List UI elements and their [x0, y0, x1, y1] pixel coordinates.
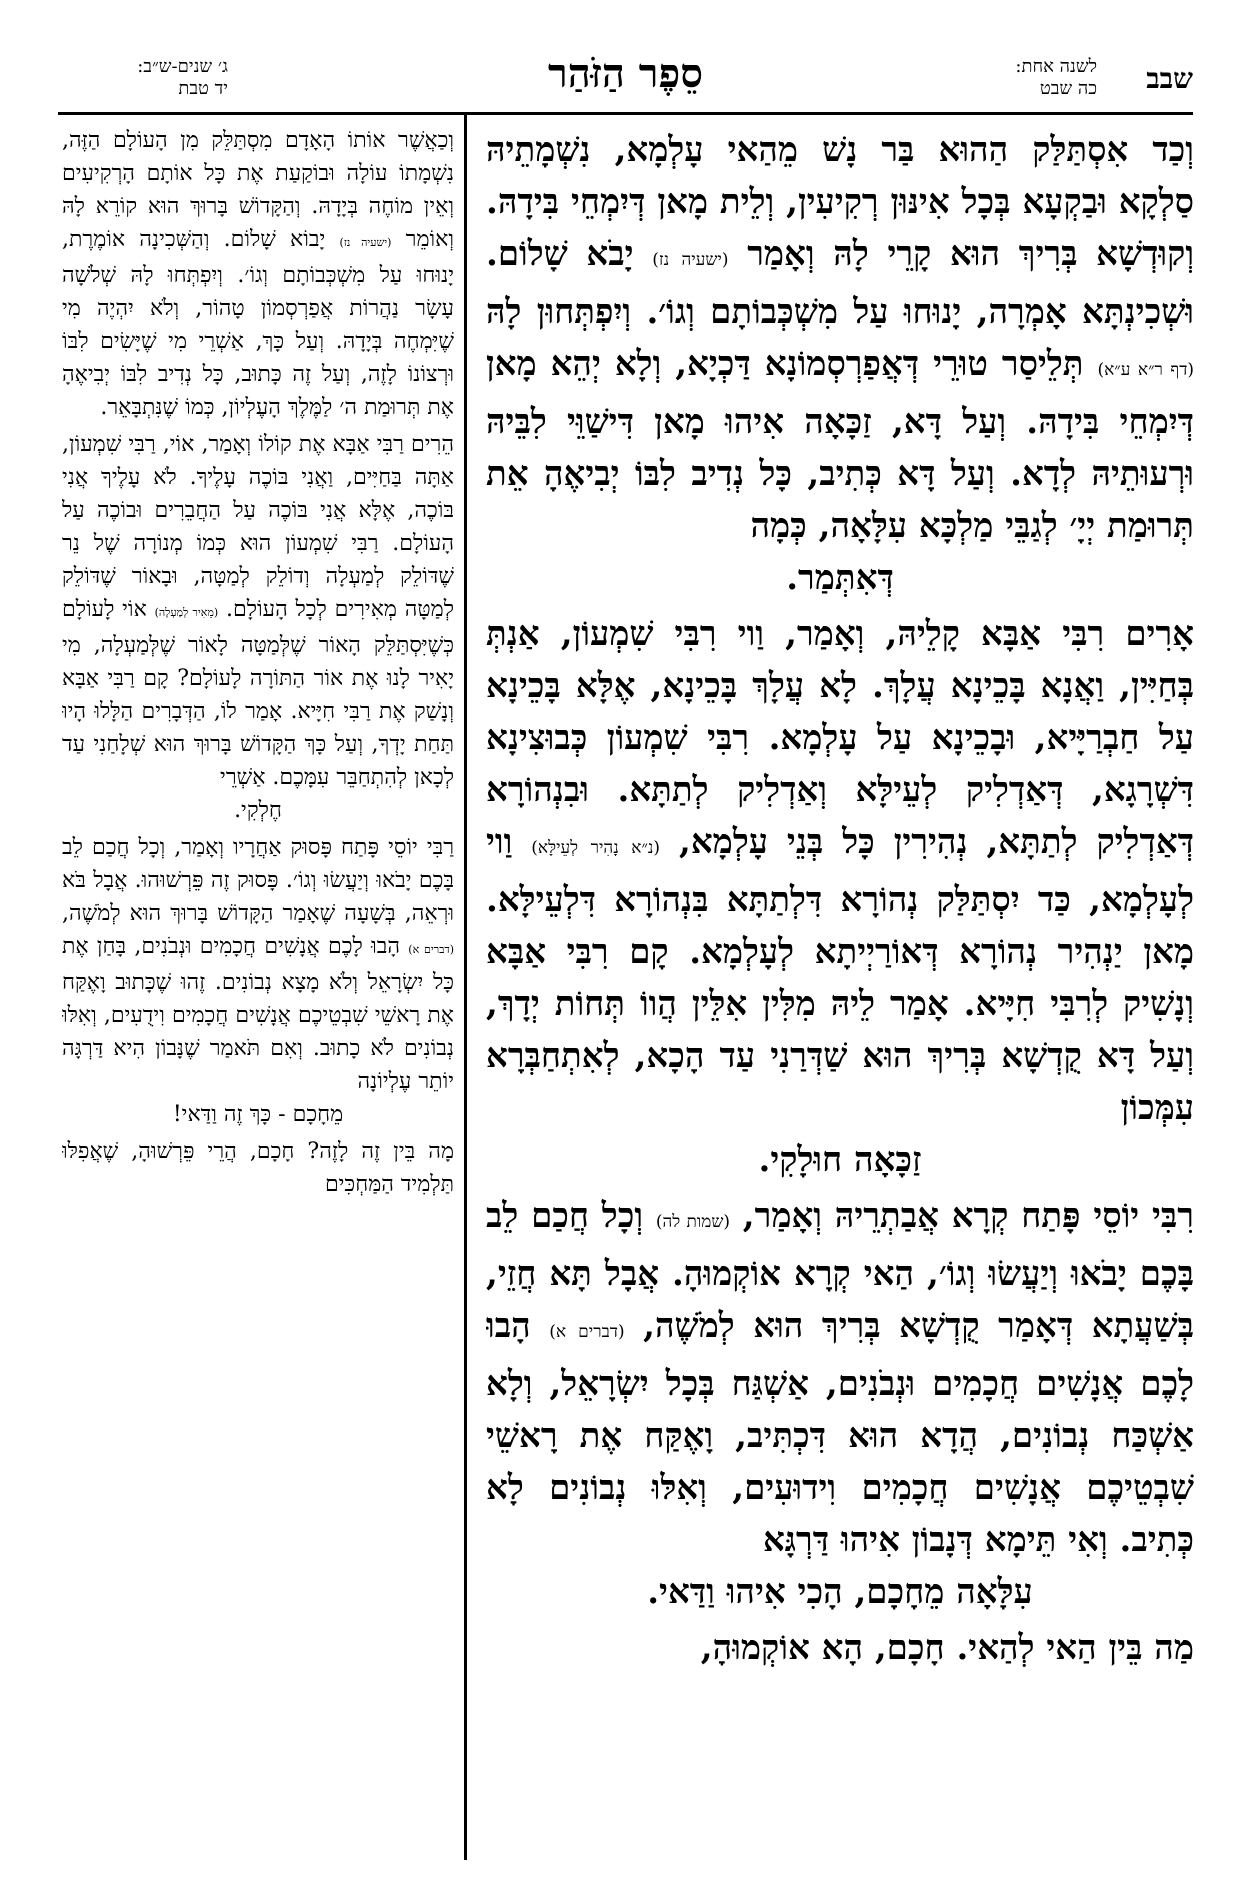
paragraph-end: מֵחָכָם - כָּךְ זֶה וַדַּאי!: [172, 1102, 344, 1127]
three-year-cycle-date: יד טבת: [178, 78, 228, 99]
one-year-cycle-date: כה שבט: [1039, 78, 1097, 99]
verse-reference: (דברים א): [549, 1322, 625, 1342]
book-title: סֵפֶר הַזֹּהַר: [548, 50, 703, 97]
page-reference: (דף ר״א ע״א): [1097, 360, 1194, 380]
column-divider: [464, 115, 467, 1860]
verse-reference: (ישעיה נז): [652, 250, 729, 270]
hebrew-translation-column: [62, 124, 454, 1862]
translation-paragraph: רַבִּי יוֹסֵי פָּתַח פָּסוּק אַחֲרָיו וְאָמַר, וְכָל חֲכַם לֵב בָּכֶם יָבֹאוּ וְיַעֲשׂוּ וְגוֹ׳. פָּסוּק זֶה פֵּרְשׁוּהוּ. אֲבָל בֹּא וּרְאֵה, בְּשָׁעָה שֶׁאָמַר הַקָּדוֹשׁ בָּרוּךְ הוּא לְמֹשֶׁה, (דברים א) הָבוּ לָכֶם אֲנָשִׁים חֲכָמִים וּנְבֹנִים, בָּחַן אֶת כָּל יִשְׂרָאֵל וְלֹא מָצָא נְבוֹנִים. זֶהוּ שֶׁכָּתוּב וָאֶקַּח אֶת רָאשֵׁי שִׁבְטֵיכֶם אֲנָשִׁים חֲכָמִים וִידֻעִים, וְאִלּוּ נְבוֹנִים לֹא כָתוּב. וְאִם תֹּאמַר שֶׁנָּבוֹן הִיא דַּרְגָּה יוֹתֵר עֶלְיוֹנָה מֵחָכָם - כָּךְ זֶה וַדַּאי!: [62, 831, 454, 1131]
verse-reference: (ישעיה נז): [339, 236, 392, 249]
variant-note: (נ״א נָהִיר לְעֵילָּא): [531, 838, 661, 858]
parsha-name: שבב: [1146, 62, 1193, 95]
translation-paragraph: וְכַאֲשֶׁר אוֹתוֹ הָאָדָם מִסְתַּלֵּק מִן הָעוֹלָם הַזֶּה, נִשְׁמָתוֹ עוֹלָה וּבוֹקַעַת אֶת כָּל אוֹתָם הָרְקִיעִים וְאֵין מוֹחֶה בְּיָדָהּ. וְהַקָּדוֹשׁ בָּרוּךְ הוּא קוֹרֵא לָהּ וְאוֹמֵר (ישעיה נז) יָבוֹא שָׁלוֹם. וְהַשְּׁכִינָה אוֹמֶרֶת, יָנוּחוּ עַל מִשְׁכְּבוֹתָם וְגוֹ׳. וְיִפְתְּחוּ לָהּ שְׁלֹשָׁה עָשָׂר נַהֲרוֹת אֲפַרְסְמוֹן טָהוֹר, וְלֹא יִהְיֶה מִי שֶׁיִּמְחֶה בְּיָדָהּ. וְעַל כָּךְ, אַשְׁרֵי מִי שֶׁיָּשִׂים לִבּוֹ וּרְצוֹנוֹ לָזֶה, וְעַל זֶה כָּתוּב, כָּל נְדִיב לִבּוֹ יְבִיאֶהָ אֶת תְּרוּמַת ה׳ לַמֶּלֶךְ הָעֶלְיוֹן, כְּמוֹ שֶׁנִּתְבָּאֵר.: [62, 128, 454, 420]
verse-reference: (דברים א): [408, 943, 454, 956]
aramaic-paragraph: מַה בֵּין הַאי לְהַאי. חָכָם, הָא אוֹקְמוּהָ,: [700, 1628, 1194, 1668]
aramaic-column: [486, 124, 1194, 1862]
page-header: [58, 50, 1193, 112]
three-year-cycle: [58, 56, 228, 100]
aramaic-paragraph: וְכַד אִסְתַּלַּק הַהוּא בַּר נָשׁ מֵהַאי עָלְמָא, נִשְׁמָתֵיהּ סַלְקָא וּבַקְעָא בְּכָל אִינּוּן רְקִיעִין, וְלֵית מָאן דְּיִמְחֵי בִּידָהּ. וְקוּדְשָׁא בְּרִיךְ הוּא קָרֵי לָהּ וְאָמַר (ישעיה נז) יָבֹא שָׁלוֹם. וּשְׁכִינְתָּא אָמְרָה, יָנוּחוּ עַל מִשְׁכְּבוֹתָם וְגוֹ׳. וְיִפְתְּחוּן לָהּ (דף ר״א ע״א) תְּלֵיסַר טוּרֵי דְּאֲפַרְסְמוֹנָא דַּכְיָא, וְלָא יְהֵא מָאן דְּיִמְחֵי בִּידָהּ. וְעַל דָּא, זַכָּאָה אִיהוּ מָאן דִּישַׁוֵּי לִבֵּיהּ וּרְעוּתֵיהּ לְדָא. וְעַל דָּא כְּתִיב, כָּל נְדִיב לִבּוֹ יְבִיאֶהָ אֵת תְּרוּמַת יְיָ׳ לְגַבֵּי מַלְכָּא עִלָּאָה, כְּמָה דְּאִתְּמַר.: [486, 124, 1194, 604]
header-rule: [58, 112, 1193, 115]
aramaic-paragraph: רִבִּי יוֹסֵי פָּתַח קְרָא אֲבַתְרֵיהּ וְאָמַר, (שמות לה) וְכָל חֲכַם לֵב בָּכֶם יָבֹאוּ וְיַעֲשׂוּ וְגוֹ׳, הַאי קְרָא אוֹקְמוּהָ. אֲבָל תָּא חֲזֵי, בְּשַׁעֲתָא דְּאָמַר קֻדְשָׁא בְּרִיךְ הוּא לְמֹשֶׁה, (דברים א) הָבוּ לָכֶם אֲנָשִׁים חֲכָמִים וּנְבֹנִים, אַשְׁגַּח בְּכָל יִשְׂרָאֵל, וְלָא אַשְׁכַּח נְבוֹנִים, הֲדָא הוּא דִּכְתִּיב, וָאֶקַּח אֶת רָאשֵׁי שִׁבְטֵיכֶם אֲנָשִׁים חֲכָמִים וִידוּעִים, וְאִלּוּ נְבוֹנִים לָא כְּתִיב. וְאִי תֵּימָא דְּנָבוֹן אִיהוּ דַּרְגָּא עִלָּאָה מֵחָכָם, הָכִי אִיהוּ וַדַּאי.: [486, 1190, 1194, 1618]
three-year-cycle-label: ג׳ שנים-ש״ב:: [137, 56, 228, 77]
paragraph-end: עִלָּאָה מֵחָכָם, הָכִי אִיהוּ וַדַּאי.: [647, 1572, 1033, 1612]
verse-reference: (שמות לה): [655, 1212, 730, 1232]
aramaic-paragraph: אָרִים רִבִּי אַבָּא קָלֵיהּ, וְאָמַר, וַוי רִבִּי שִׁמְעוֹן, אַנְתְּ בְּחַיִּין, וַאֲנָא בָּכֵינָא עֲלָךְ. לָא עֲלָךְ בָּכֵינָא, אֶלָּא בָּכֵינָא עַל חַבְרַיָּיא, וּבָכֵינָא עַל עָלְמָא. רִבִּי שִׁמְעוֹן כְּבוּצִינָא דִּשְׁרָגָא, דְּאַדְלִיק לְעֵילָּא וְאַדְלִיק לְתַתָּא. וּבִנְהוֹרָא דְּאַדְלִיק לְתַתָּא, נְהִירִין כָּל בְּנֵי עָלְמָא, (נ״א נָהִיר לְעֵילָּא) וַוי לְעָלְמָא, כַּד יִסְתַּלַּק נְהוֹרָא דִּלְתַתָּא בִּנְהוֹרָא דִּלְעֵילָּא. מָאן יַנְהִיר נְהוֹרָא דְּאוֹרַיְיתָא לְעָלְמָא. קָם רִבִּי אַבָּא וְנָשִׁיק לְרִבִּי חִיָּיא. אָמַר לֵיהּ מִלִּין אִלֵּין הֲווֹ תְּחוֹת יְדָךְ, וְעַל דָּא קֻדְשָׁא בְּרִיךְ הוּא שַׁדְּרַנִי עַד הָכָא, לְאִתְחַבְּרָא עִמְּכוֹן זַכָּאָה חוּלָקִי.: [486, 608, 1194, 1186]
translation-paragraph: מָה בֵּין זֶה לָזֶה? חָכָם, הֲרֵי פֵּרְשׁוּהָ, שֶׁאֲפִלּוּ תַּלְמִיד הַמַּחְכִּים: [62, 1139, 454, 1197]
variant-note: (מֵאִיר לְמַעְלָה): [154, 606, 219, 619]
paragraph-end: דְּאִתְּמַר.: [786, 558, 894, 598]
paragraph-end: חֶלְקִי.: [234, 798, 282, 823]
translation-paragraph: הֵרִים רַבִּי אַבָּא אֶת קוֹלוֹ וְאָמַר, אוֹי, רַבִּי שִׁמְעוֹן, אַתָּה בַּחַיִּים, וַאֲנִי בּוֹכֶה עָלֶיךָ. לֹא עָלֶיךָ אֲנִי בּוֹכֶה, אֶלָּא אֲנִי בּוֹכֶה עַל הַחֲבֵרִים וּבוֹכֶה עַל הָעוֹלָם. רַבִּי שִׁמְעוֹן הוּא כְּמוֹ מְנוֹרָה שֶׁל נֵר שֶׁדּוֹלֵק לְמַעְלָה וְדוֹלֵק לְמַטָּה, וּבָאוֹר שֶׁדּוֹלֵק לְמַטָּה מְאִירִים לְכָל הָעוֹלָם. (מֵאִיר לְמַעְלָה) אוֹי לָעוֹלָם כְּשֶׁיִּסְתַּלֵּק הָאוֹר שֶׁלְּמַטָּה לָאוֹר שֶׁלְּמַעְלָה, מִי יָאִיר לָנוּ אֶת אוֹר הַתּוֹרָה לָעוֹלָם? קָם רַבִּי אַבָּא וְנָשַׁק אֶת רַבִּי חִיָּיא. אָמַר לוֹ, הַדְּבָרִים הַלָּלוּ הָיוּ תַּחַת יָדְךָ, וְעַל כָּךְ הַקָּדוֹשׁ בָּרוּךְ הוּא שְׁלָחַנִי עַד לְכָאן לְהִתְחַבֵּר עִמָּכֶם. אַשְׁרֵי חֶלְקִי.: [62, 428, 454, 827]
paragraph-end: זַכָּאָה חוּלָקִי.: [758, 1140, 922, 1180]
one-year-cycle-label: לשנה אחת:: [1015, 56, 1097, 77]
